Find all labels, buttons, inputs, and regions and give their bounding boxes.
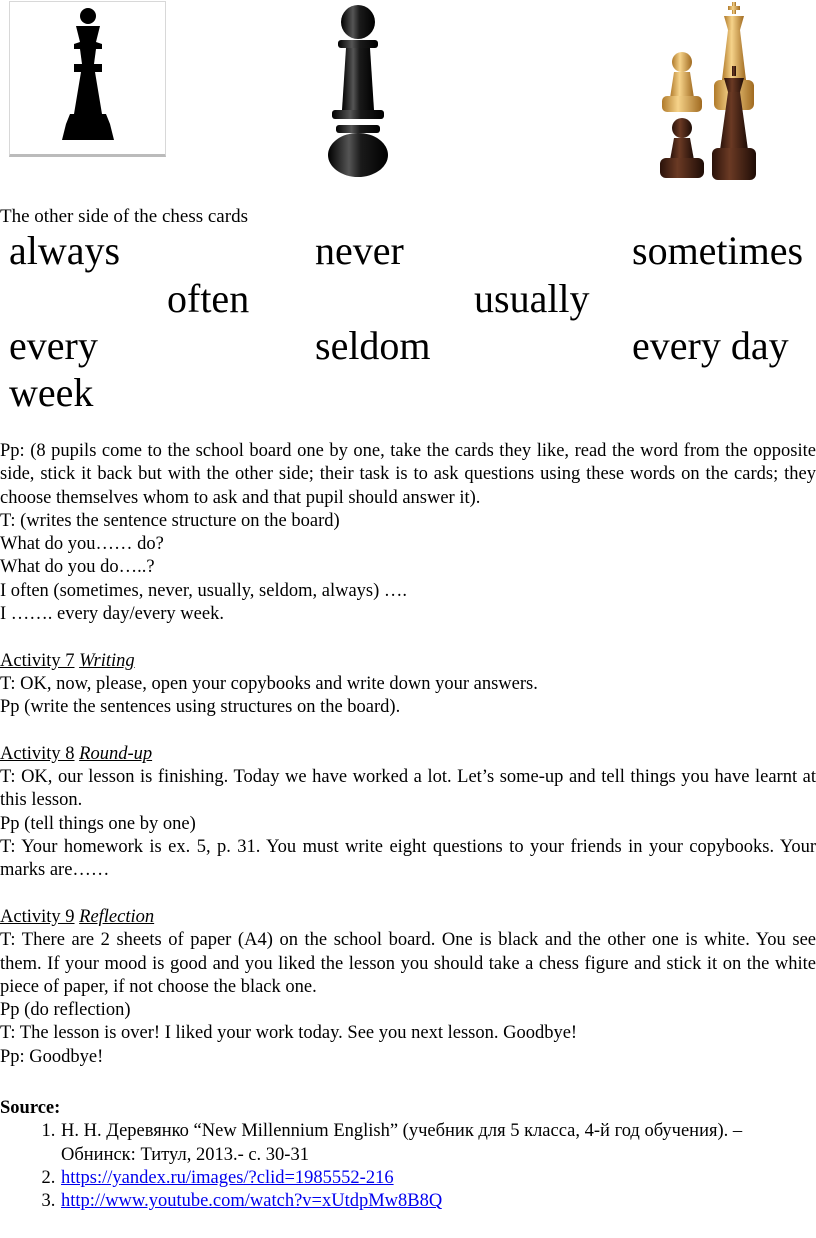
chess-pieces-group-icon	[650, 0, 770, 185]
source-list	[0, 1120, 816, 1213]
activity-7-teacher: T: OK, now, please, open your copybooks and write down your answers.	[0, 673, 538, 694]
activity-9-label: Activity 9	[0, 906, 75, 927]
queen-silhouette-icon	[10, 2, 165, 152]
word-usually: usually	[474, 276, 590, 321]
activity-8-pupils: Pp (tell things one by one)	[0, 813, 196, 834]
activity-9-pupils-2: Pp: Goodbye!	[0, 1046, 104, 1067]
activity-7-label: Activity 7	[0, 650, 75, 671]
source-text-1: Н. Н. Деревянко “New Millennium English” (учебник для 5 класса, 4-й год обучения). – Обнинск: Титул, 2013.- с. 30-31	[61, 1121, 743, 1165]
activity-9-teacher-2: T: The lesson is over! I liked your work today. See you next lesson. Goodbye!	[0, 1023, 578, 1044]
activity-9-pupils: Pp (do reflection)	[0, 1000, 131, 1021]
activity-8-label: Activity 8	[0, 743, 75, 764]
word-every: every	[9, 323, 98, 368]
activity-8-title: Round-up	[79, 743, 153, 764]
source-link-2[interactable]: http://www.youtube.com/watch?v=xUtdpMw8B8Q	[61, 1191, 443, 1212]
word-never: never	[315, 228, 404, 273]
pawn-silhouette-icon	[318, 0, 398, 180]
activity-7-heading	[0, 650, 816, 673]
activity-8-heading	[0, 743, 816, 766]
activity-9-title: Reflection	[79, 906, 155, 927]
answer-1: I often (sometimes, never, usually, seldom, always) ….	[0, 580, 408, 601]
source-heading: Source:	[0, 1098, 61, 1118]
activity-9-teacher: T: There are 2 sheets of paper (A4) on the school board. One is black and the other one is white. You see them. If your mood is good and you liked the lesson you should take a chess figure and stick it on the white piece of paper, if not choose the black one.	[0, 930, 816, 997]
lesson-text	[0, 440, 816, 1069]
activity-7-pupils: Pp (write the sentences using structures on the board).	[0, 697, 401, 718]
word-often: often	[167, 276, 250, 321]
answer-2: I ……. every day/every week.	[0, 604, 224, 625]
queen-image-frame	[9, 1, 166, 157]
question-1: What do you…… do?	[0, 534, 164, 555]
source-item-3	[60, 1190, 816, 1213]
activity-8-teacher: T: OK, our lesson is finishing. Today we have worked a lot. Let’s some-up and tell things you have learnt at this lesson.	[0, 767, 816, 811]
pp-intro: Pp: (8 pupils come to the school board one by one, take the cards they like, read the word from the opposite side, stick it back but with the other side; their task is to ask questions using these words on the cards; they choose themselves whom to ask and that pupil should answer it).	[0, 441, 816, 508]
question-2: What do you do…..?	[0, 557, 155, 578]
activity-7-title: Writing	[79, 650, 135, 671]
t-writes: T: (writes the sentence structure on the board)	[0, 510, 340, 531]
word-week: week	[9, 370, 94, 415]
caption: The other side of the chess cards	[0, 206, 248, 227]
source-item-2	[60, 1167, 816, 1190]
activity-9-heading	[0, 906, 816, 929]
word-sometimes: sometimes	[632, 228, 804, 273]
source-link-1[interactable]: https://yandex.ru/images/?clid=1985552-216	[61, 1167, 394, 1188]
sources-section	[0, 1097, 816, 1213]
source-item-1	[60, 1120, 816, 1167]
word-every-day: every day	[632, 323, 789, 368]
word-seldom: seldom	[315, 323, 431, 368]
chess-images	[0, 0, 816, 190]
word-always: always	[9, 228, 121, 273]
activity-8-homework: T: Your homework is ex. 5, p. 31. You must write eight questions to your friends in your copybooks. Your marks are……	[0, 837, 816, 881]
